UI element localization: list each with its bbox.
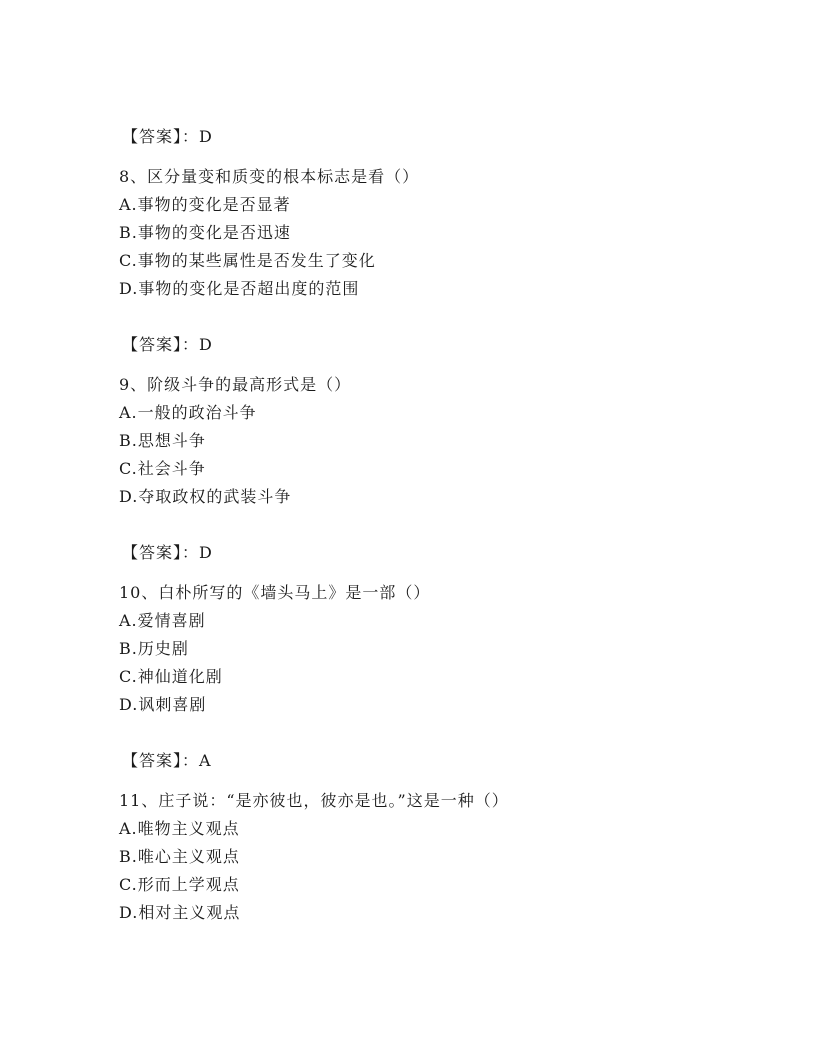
- option-c: C.事物的某些属性是否发生了变化: [119, 251, 376, 270]
- option-a: A.唯物主义观点: [119, 819, 240, 838]
- option-c: C.社会斗争: [119, 459, 206, 478]
- answer-line: 【答案】：D: [122, 335, 213, 354]
- option-b: B.唯心主义观点: [119, 847, 240, 866]
- option-b: B.思想斗争: [119, 431, 206, 450]
- option-c: C.神仙道化剧: [119, 667, 223, 686]
- answer-line: 【答案】：D: [122, 543, 213, 562]
- question-text: 9、阶级斗争的最高形式是（）: [119, 375, 352, 394]
- option-d: D.夺取政权的武装斗争: [119, 487, 292, 506]
- answer-line: 【答案】：D: [122, 127, 213, 146]
- option-a: A.事物的变化是否显著: [119, 195, 291, 214]
- question-text: 8、区分量变和质变的根本标志是看（）: [119, 167, 420, 186]
- question-text: 11、庄子说：“是亦彼也，彼亦是也。”这是一种（）: [119, 791, 509, 810]
- option-c: C.形而上学观点: [119, 875, 240, 894]
- question-text: 10、白朴所写的《墙头马上》是一部（）: [119, 583, 431, 602]
- option-a: A.一般的政治斗争: [119, 403, 257, 422]
- option-d: D.讽刺喜剧: [119, 695, 207, 714]
- option-d: D.事物的变化是否超出度的范围: [119, 279, 360, 298]
- answer-line: 【答案】：A: [122, 751, 212, 770]
- option-d: D.相对主义观点: [119, 903, 241, 922]
- option-b: B.事物的变化是否迅速: [119, 223, 291, 242]
- option-b: B.历史剧: [119, 639, 189, 658]
- option-a: A.爱情喜剧: [119, 611, 206, 630]
